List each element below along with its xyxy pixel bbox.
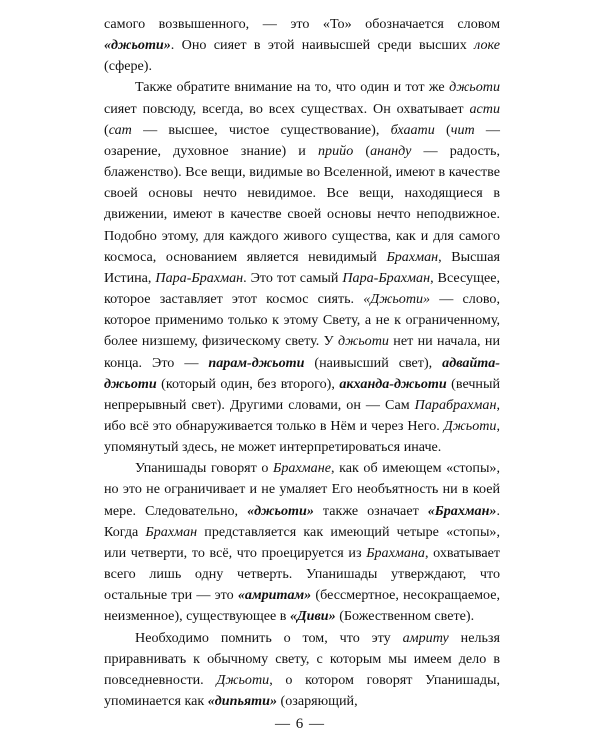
bold-italic-term: «Брахман» <box>427 502 497 519</box>
text-run: , как об имеющем «стопы», но это не ограничивает и не умаляет Его необъятность ни в коей мере. Следовательно, <box>104 460 500 519</box>
page-number: — 6 — <box>275 716 325 732</box>
text-run: ( <box>353 142 371 159</box>
bold-italic-run <box>104 37 171 53</box>
italic-term: джьоти <box>449 79 500 96</box>
text-run: . Когда <box>104 502 500 540</box>
italic-term: Брахмане <box>273 460 331 477</box>
bold-italic-term: адвайта-джьоти <box>104 354 500 392</box>
italic-term: Джьоти <box>216 671 270 688</box>
bold-italic-run <box>247 503 314 519</box>
italic-term: Пара-Брахман <box>155 269 244 286</box>
text-run: , Высшая Истина, <box>104 248 500 286</box>
bold-italic-run <box>208 693 277 709</box>
paragraph-2 <box>104 77 500 458</box>
bold-italic-term: акханда-джьоти <box>339 375 447 392</box>
text-run: — озарение, духовное знание) и <box>104 121 501 159</box>
text-run: (сфере). <box>104 58 153 75</box>
text-run: самого возвышенного, — это «То» обозначается словом <box>104 16 500 32</box>
bold-italic-run <box>238 587 311 603</box>
paragraph-4 <box>104 628 500 713</box>
text-run: (озаряющий, <box>277 693 358 709</box>
bold-italic-run <box>339 376 446 392</box>
text-run: — слово, которое применимо только к этому Свету, а не к ограниченному, более низшему, физическому свету. У <box>104 291 500 350</box>
text-run: (Божественном свете). <box>335 608 475 625</box>
text-run: , Всесущее, которое заставляет этот космос сиять. <box>104 269 500 308</box>
italic-term: Пара-Брахман <box>342 269 431 286</box>
italic-term: «Джьоти» <box>363 291 431 308</box>
text-run: нельзя приравнивать к обычному свету, с которым мы имеем дело в повседневности. <box>104 629 500 688</box>
italic-term: Парабрахман <box>414 396 497 413</box>
text-run: также означает <box>313 502 428 519</box>
bold-italic-run <box>290 608 336 624</box>
italic-term: Брахман <box>145 523 198 540</box>
text-run: , упомянутый здесь, не может интерпретироваться иначе. <box>104 417 500 456</box>
bold-italic-term: «дипьяти» <box>207 693 278 709</box>
italic-term: джьоти <box>338 333 389 350</box>
bold-italic-term: «джьоти» <box>247 502 314 519</box>
paragraph-1 <box>104 14 500 77</box>
text-run: (наивысший свет), <box>304 354 443 371</box>
bold-italic-run <box>428 503 497 519</box>
text-run: нет ни начала, ни конца. Это — <box>104 333 500 371</box>
text-run: Упанишады говорят о <box>135 460 273 477</box>
italic-term: Брахмана <box>366 544 425 561</box>
text-run: , о котором говорят Упанишады, упоминается как <box>104 671 500 709</box>
text-run: Необходимо помнить о том, что эту <box>135 629 403 646</box>
bold-italic-term: парам-джьоти <box>208 354 305 371</box>
text-run: , ибо всё это обнаруживается только в Нём и через Него. <box>104 396 500 434</box>
italic-term: локе <box>474 37 500 54</box>
text-run: ( <box>104 121 109 138</box>
italic-term: прийо <box>318 142 354 159</box>
bold-italic-run <box>208 355 304 371</box>
italic-term: чит <box>450 121 475 138</box>
text-run: ( <box>434 121 451 138</box>
text-run: — радость, блаженство). Все вещи, видимые во Вселенной, имеют в качестве своей основы нечто невидимое. Все вещи, находящиеся в движении, имеют в качестве своей основы нечто неподвижное. Подобно этому, для каждого живого существа, как и для самого космоса, основанием является невидимый <box>104 142 500 265</box>
text-run: сияет повсюду, всегда, во всех существах. Он охватывает <box>104 100 470 117</box>
text-run: представляется как имеющий четыре «стопы», или четверти, то всё, что проецируется из <box>104 523 500 561</box>
text-run: . Оно сияет в этой наивысшей среди высших <box>170 37 475 54</box>
italic-term: ананду <box>370 142 412 159</box>
bold-italic-term: «амритам» <box>237 587 312 604</box>
paragraph-3 <box>104 458 500 627</box>
text-run: (который один, без второго), <box>156 375 340 392</box>
text-run: Также обратите внимание на то, что один и тот же <box>135 79 450 96</box>
text-run: (вечный непрерывный свет). Другими словами, он — Сам <box>104 375 500 413</box>
text-run: . Это тот самый <box>243 269 343 286</box>
italic-term: Джьоти <box>443 417 497 434</box>
italic-term: амриту <box>402 629 449 646</box>
bold-italic-term: «джьоти» <box>104 37 171 54</box>
italic-term: Брахман <box>386 248 439 265</box>
italic-term: сат <box>108 121 132 138</box>
text-run: (бессмертное, несокращаемое, неизменное), существующее в <box>104 587 500 625</box>
text-run: — высшее, чистое существование), <box>131 121 391 138</box>
italic-term: асти <box>469 100 500 117</box>
bold-italic-term: «Диви» <box>290 608 336 625</box>
italic-term: бхаати <box>390 121 435 138</box>
text-run: , охватывает всего лишь одну четверть. Упанишады утверждают, что остальные три — это <box>104 544 500 604</box>
